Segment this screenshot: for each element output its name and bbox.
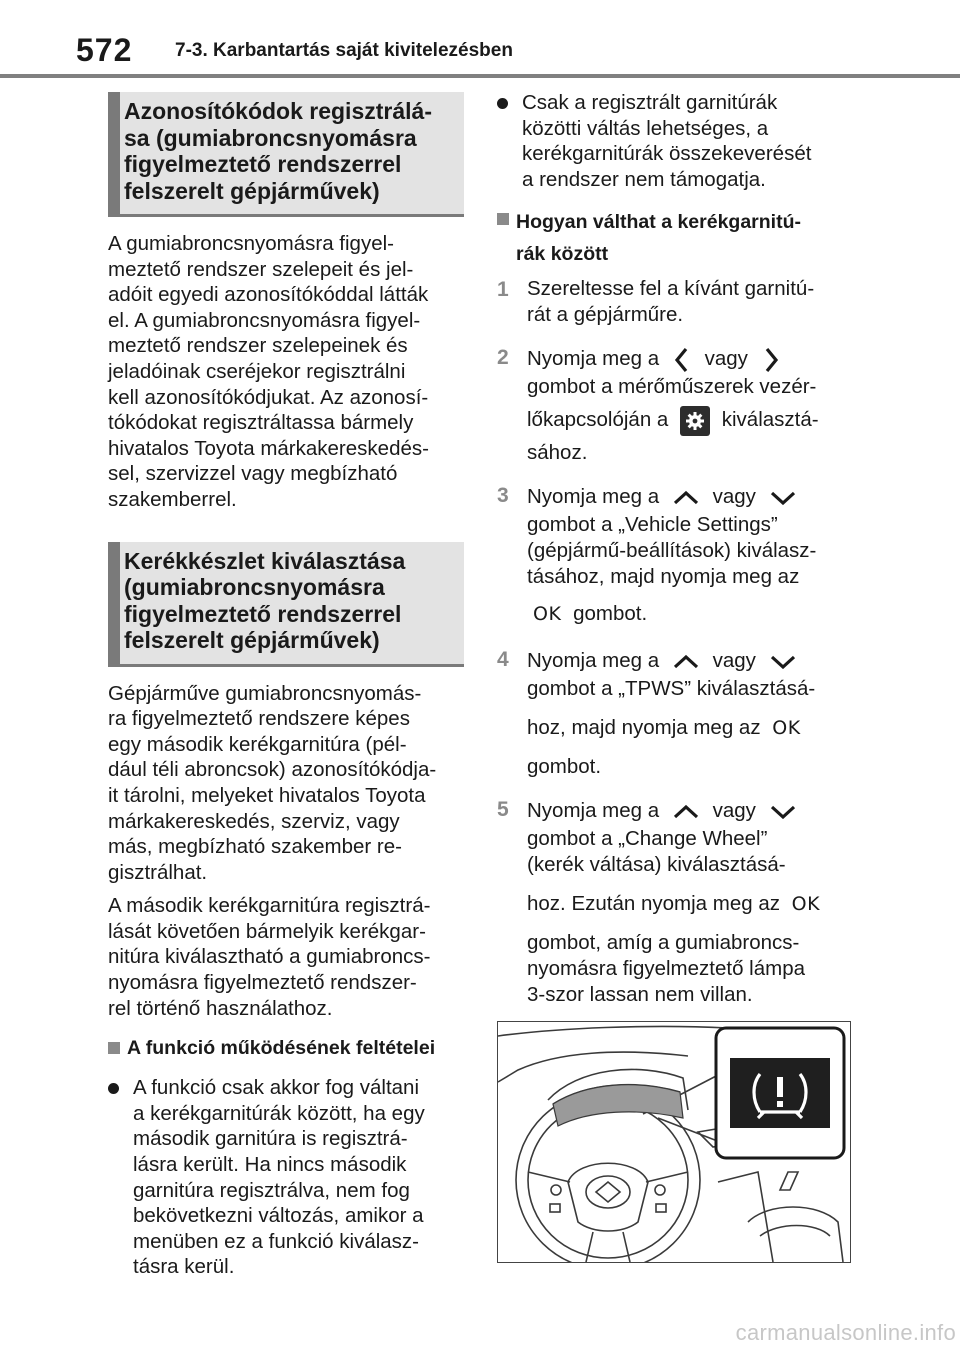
chevron-up-icon — [671, 802, 701, 822]
text-line: meztető rendszer szelepeit és jel- — [108, 257, 414, 281]
text-fragment: Nyomja meg a — [527, 347, 660, 371]
text-line: ra figyelmeztető rendszere képes — [108, 707, 410, 731]
step-3 — [497, 482, 852, 638]
text-line: el. A gumiabroncsnyomásra figyel- — [108, 308, 421, 332]
text-line: márkakereskedés, szerviz, vagy — [108, 809, 400, 833]
ok-button-icon: OK — [791, 893, 821, 916]
heading-line: Kerékkészlet kiválasztása — [124, 547, 406, 574]
text-line: jeladóinak cseréjekor regisztrálni — [108, 359, 406, 383]
dashboard-illustration — [497, 1021, 851, 1263]
header-divider — [0, 74, 960, 78]
text-line: gombot, amíg a gumiabroncs- — [527, 931, 800, 955]
subheading-how-to-switch — [497, 206, 852, 270]
subheading-conditions — [108, 1035, 464, 1061]
chevron-left-icon — [671, 346, 693, 374]
heading-line: figyelmeztető rendszerrel — [124, 600, 402, 627]
text-line: szakemberrel. — [108, 487, 237, 511]
text-line: dául téli abroncsok) azonosítókódja- — [108, 758, 437, 782]
chevron-up-icon — [671, 488, 701, 508]
step-1 — [497, 276, 852, 328]
step-4 — [497, 646, 852, 780]
settings-gear-icon — [680, 406, 710, 436]
text-line: tókódokat regisztráltassa bármely — [108, 411, 414, 435]
bullet-item — [108, 1075, 464, 1280]
watermark: carmanualsonline.info — [735, 1320, 956, 1345]
text-fragment: Nyomja meg a — [527, 799, 660, 823]
step-number: 3 — [497, 484, 509, 508]
page-header — [0, 0, 960, 78]
ok-button-icon: OK — [772, 717, 801, 740]
text-line: garnitúra regisztrálva, nem fog — [133, 1178, 410, 1202]
chapter-title: 7-3. Karbantartás saját kivitelezésben — [175, 40, 513, 61]
step-5 — [497, 796, 852, 1008]
heading-line: figyelmeztető rendszerrel — [124, 151, 402, 177]
text-line: kell azonosítókódjukat. Az azonosí- — [108, 385, 429, 409]
subheading-text: A funkció működésének feltételei — [127, 1037, 436, 1060]
section-heading-id-codes — [108, 92, 464, 217]
text-line: A funkció csak akkor fog váltani — [133, 1076, 420, 1100]
section-heading-wheel-set — [108, 542, 464, 667]
text-fragment: hoz. Ezután nyomja meg az — [527, 892, 780, 916]
step-number: 1 — [497, 278, 509, 302]
text-line: nyomásra figyelmeztető rendszer- — [108, 971, 417, 995]
text-line: közötti váltás lehetséges, a — [522, 116, 769, 140]
text-line: gombot a „TPWS” kiválasztásá- — [527, 677, 816, 701]
text-line: rát a gépjárműre. — [527, 303, 684, 327]
text-line: hivatalos Toyota márkakereskedés- — [108, 436, 429, 460]
chevron-down-icon — [768, 488, 798, 508]
heading-line: (gumiabroncsnyomásra — [124, 574, 385, 601]
text-line: kerékgarnitúrák összekeverését — [522, 142, 812, 166]
page-number: 572 — [76, 32, 133, 68]
chevron-up-icon — [671, 652, 701, 672]
paragraph-second-set — [108, 893, 464, 1021]
text-fragment: kiválasztá- — [721, 408, 819, 432]
text-line: gombot a „Change Wheel” — [527, 827, 768, 851]
text-line: gombot. — [527, 755, 602, 779]
right-column — [497, 90, 852, 1008]
square-bullet-icon — [497, 213, 509, 225]
text-line: gombot a „Vehicle Settings” — [527, 513, 778, 537]
heading-line: sa (gumiabroncsnyomásra — [124, 124, 417, 151]
left-column — [108, 92, 464, 1280]
text-fragment: hoz, majd nyomja meg az — [527, 716, 761, 740]
text-line: nyomásra figyelmeztető lámpa — [527, 957, 806, 981]
text-line: tásához, majd nyomja meg az — [527, 565, 800, 589]
text-line: it tárolni, melyeket hivatalos Toyota — [108, 783, 426, 807]
text-line: egy második kerékgarnitúra (pél- — [108, 732, 407, 756]
bullet-dot-icon — [108, 1083, 119, 1094]
text-fragment: vagy — [712, 799, 756, 823]
text-line: menüben ez a funkció kiválasz- — [133, 1229, 420, 1253]
paragraph-id-codes — [108, 231, 464, 513]
subheading-text: Hogyan válthat a kerékgarnitú- — [516, 211, 801, 234]
text-fragment: lőkapcsolóján a — [527, 408, 669, 432]
text-line: rel történő használathoz. — [108, 996, 333, 1020]
subheading-text: rák között — [516, 243, 609, 266]
ok-button-icon: OK — [533, 603, 562, 626]
paragraph-wheel-set — [108, 681, 464, 886]
step-2 — [497, 344, 852, 466]
text-fragment: gombot. — [573, 602, 648, 626]
text-line: lását követően bármelyik kerékgar- — [108, 919, 426, 943]
text-line: Csak a regisztrált garnitúrák — [522, 91, 778, 114]
text-line: nitúra kiválasztható a gumiabroncs- — [108, 945, 431, 969]
text-line: (gépjármű-beállítások) kiválasz- — [527, 539, 817, 563]
text-line: gisztrálhat. — [108, 860, 208, 884]
bullet-dot-icon — [497, 98, 508, 109]
chevron-down-icon — [768, 802, 798, 822]
chevron-right-icon — [760, 346, 782, 374]
text-line: Gépjárműve gumiabroncsnyomás- — [108, 681, 422, 705]
heading-line: felszerelt gépjárművek) — [124, 177, 380, 204]
text-line: sel, szervizzel vagy megbízható — [108, 462, 398, 486]
text-line: A második kerékgarnitúra regisztrá- — [108, 894, 431, 918]
text-fragment: Nyomja meg a — [527, 649, 660, 673]
text-line: adóit egyedi azonosítókóddal látták — [108, 283, 429, 307]
text-line: tásra kerül. — [133, 1255, 235, 1279]
text-line: meztető rendszer szelepeinek és — [108, 334, 408, 358]
text-line: más, megbízható szakember re- — [108, 835, 402, 859]
text-fragment: vagy — [712, 649, 756, 673]
text-line: Szereltesse fel a kívánt garnitú- — [527, 277, 815, 301]
text-line: gombot a mérőműszerek vezér- — [527, 375, 817, 399]
text-line: (kerék váltása) kiválasztásá- — [527, 853, 786, 877]
bullet-item — [497, 90, 852, 192]
text-line: a rendszer nem támogatja. — [522, 167, 766, 191]
steering-wheel-tpms-illustration — [498, 1022, 850, 1262]
step-number: 5 — [497, 798, 509, 822]
heading-line: Azonosítókódok regisztrálá- — [124, 98, 432, 124]
step-number: 2 — [497, 346, 509, 370]
step-number: 4 — [497, 648, 509, 672]
text-line: sához. — [527, 441, 588, 465]
square-bullet-icon — [108, 1042, 120, 1054]
text-line: 3-szor lassan nem villan. — [527, 983, 753, 1007]
text-line: a kerékgarnitúrák között, ha egy — [133, 1101, 425, 1125]
chevron-down-icon — [768, 652, 798, 672]
text-line: második garnitúra is regisztrá- — [133, 1127, 408, 1151]
text-line: bekövetkezni változás, amikor a — [133, 1204, 424, 1228]
text-fragment: vagy — [704, 347, 748, 371]
text-fragment: vagy — [712, 485, 756, 509]
text-fragment: Nyomja meg a — [527, 485, 660, 509]
text-line: A gumiabroncsnyomásra figyel- — [108, 232, 394, 255]
text-line: lásra került. Ha nincs második — [133, 1153, 407, 1177]
heading-line: felszerelt gépjárművek) — [124, 627, 380, 654]
